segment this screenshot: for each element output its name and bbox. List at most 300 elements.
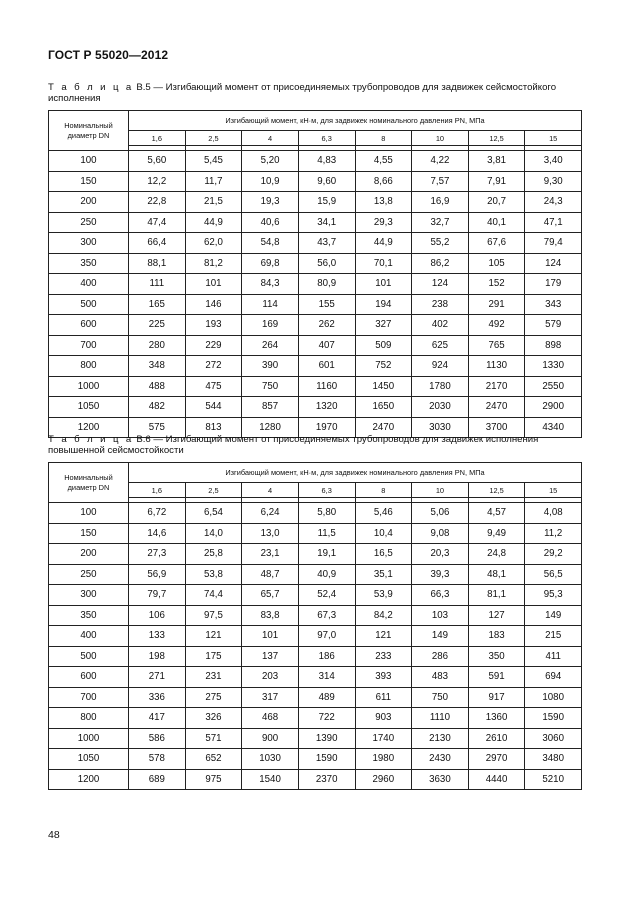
- document-id: ГОСТ Р 55020—2012: [48, 48, 169, 62]
- dn-cell: 250: [49, 564, 129, 585]
- dn-cell: 1050: [49, 397, 129, 418]
- moment-cell: 155: [298, 294, 355, 315]
- moment-cell: 694: [525, 667, 582, 688]
- moment-cell: 348: [129, 356, 186, 377]
- moment-cell: 407: [298, 335, 355, 356]
- pressure-header: 8: [355, 131, 412, 146]
- moment-cell: 689: [129, 769, 186, 790]
- moment-cell: 54,8: [242, 233, 299, 254]
- moment-cell: 1540: [242, 769, 299, 790]
- dn-cell: 1000: [49, 728, 129, 749]
- moment-cell: 231: [185, 667, 242, 688]
- moment-cell: 24,3: [525, 192, 582, 213]
- moment-cell: 5,46: [355, 503, 412, 524]
- moment-cell: 509: [355, 335, 412, 356]
- moment-cell: 1080: [525, 687, 582, 708]
- moment-cell: 97,0: [298, 626, 355, 647]
- table-row: [49, 687, 582, 708]
- moment-cell: 84,3: [242, 274, 299, 295]
- moment-cell: 4,08: [525, 503, 582, 524]
- moment-cell: 6,54: [185, 503, 242, 524]
- moment-cell: 39,3: [412, 564, 469, 585]
- moment-cell: 3,40: [525, 151, 582, 172]
- caption-prefix: Т а б л и ц а: [48, 434, 134, 445]
- dn-cell: 700: [49, 335, 129, 356]
- table-row: [49, 274, 582, 295]
- pressure-header: 2,5: [185, 131, 242, 146]
- moment-cell: 40,1: [468, 212, 525, 233]
- moment-cell: 468: [242, 708, 299, 729]
- moment-cell: 47,4: [129, 212, 186, 233]
- moment-cell: 105: [468, 253, 525, 274]
- table-row: [49, 585, 582, 606]
- moment-cell: 4440: [468, 769, 525, 790]
- moment-cell: 10,9: [242, 171, 299, 192]
- dn-cell: 200: [49, 192, 129, 213]
- moment-cell: 10,4: [355, 523, 412, 544]
- moment-cell: 2970: [468, 749, 525, 770]
- moment-cell: 1360: [468, 708, 525, 729]
- moment-cell: 586: [129, 728, 186, 749]
- moment-cell: 575: [129, 417, 186, 438]
- table-row: [49, 356, 582, 377]
- moment-cell: 233: [355, 646, 412, 667]
- moment-cell: 19,1: [298, 544, 355, 565]
- moment-cell: 16,5: [355, 544, 412, 565]
- pressure-header: 1,6: [129, 131, 186, 146]
- moment-cell: 43,7: [298, 233, 355, 254]
- moment-cell: 149: [412, 626, 469, 647]
- moment-cell: 179: [525, 274, 582, 295]
- moment-cell: 66,4: [129, 233, 186, 254]
- moment-cell: 29,2: [525, 544, 582, 565]
- moment-cell: 67,3: [298, 605, 355, 626]
- moment-cell: 14,6: [129, 523, 186, 544]
- moment-cell: 578: [129, 749, 186, 770]
- dn-cell: 700: [49, 687, 129, 708]
- moment-cell: 7,57: [412, 171, 469, 192]
- moment-cell: 5210: [525, 769, 582, 790]
- pressure-header: 15: [525, 131, 582, 146]
- moment-cell: 74,4: [185, 585, 242, 606]
- moment-cell: 262: [298, 315, 355, 336]
- moment-cell: 280: [129, 335, 186, 356]
- moment-cell: 1280: [242, 417, 299, 438]
- moment-cell: 9,08: [412, 523, 469, 544]
- moment-cell: 86,2: [412, 253, 469, 274]
- pressure-header: 10: [412, 131, 469, 146]
- moment-cell: 314: [298, 667, 355, 688]
- table-row: [49, 503, 582, 524]
- moment-cell: 19,3: [242, 192, 299, 213]
- table-row: [49, 749, 582, 770]
- moment-cell: 4,22: [412, 151, 469, 172]
- pressure-header: 4: [242, 131, 299, 146]
- moment-cell: 124: [525, 253, 582, 274]
- dn-header: Номинальный диаметр DN: [49, 111, 129, 151]
- dn-cell: 600: [49, 667, 129, 688]
- moment-cell: 327: [355, 315, 412, 336]
- moment-cell: 611: [355, 687, 412, 708]
- moment-cell: 591: [468, 667, 525, 688]
- table-row: [49, 171, 582, 192]
- moment-cell: 149: [525, 605, 582, 626]
- moment-cell: 1650: [355, 397, 412, 418]
- moment-cell: 411: [525, 646, 582, 667]
- moment-cell: 21,5: [185, 192, 242, 213]
- moment-cell: 5,80: [298, 503, 355, 524]
- moment-cell: 6,24: [242, 503, 299, 524]
- moment-cell: 83,8: [242, 605, 299, 626]
- moment-cell: 20,7: [468, 192, 525, 213]
- moment-cell: 393: [355, 667, 412, 688]
- moment-cell: 52,4: [298, 585, 355, 606]
- moment-cell: 225: [129, 315, 186, 336]
- moment-cell: 103: [412, 605, 469, 626]
- moment-cell: 3030: [412, 417, 469, 438]
- moment-cell: 193: [185, 315, 242, 336]
- moment-cell: 35,1: [355, 564, 412, 585]
- table-b6-body: [49, 503, 582, 790]
- table-row: [49, 294, 582, 315]
- moment-cell: 111: [129, 274, 186, 295]
- dn-cell: 1200: [49, 417, 129, 438]
- moment-cell: 44,9: [185, 212, 242, 233]
- moment-cell: 1110: [412, 708, 469, 729]
- moment-cell: 11,2: [525, 523, 582, 544]
- dn-cell: 1200: [49, 769, 129, 790]
- moment-group-header: Изгибающий момент, кН·м, для задвижек номинального давления PN, МПа: [129, 463, 582, 483]
- moment-cell: 1160: [298, 376, 355, 397]
- moment-cell: 175: [185, 646, 242, 667]
- table-b6: [48, 462, 582, 790]
- caption-text: В.6 — Изгибающий момент от присоединяемых трубопроводов для задвижек исполнения повышенной сейсмостойкости: [48, 434, 539, 456]
- dn-cell: 200: [49, 544, 129, 565]
- moment-cell: 55,2: [412, 233, 469, 254]
- table-b5-caption: [48, 82, 583, 104]
- moment-cell: 2170: [468, 376, 525, 397]
- moment-cell: 53,8: [185, 564, 242, 585]
- pressure-header: 4: [242, 483, 299, 498]
- moment-cell: 1130: [468, 356, 525, 377]
- moment-cell: 272: [185, 356, 242, 377]
- moment-cell: 80,9: [298, 274, 355, 295]
- table-row: [49, 605, 582, 626]
- moment-cell: 390: [242, 356, 299, 377]
- moment-cell: 417: [129, 708, 186, 729]
- moment-cell: 5,60: [129, 151, 186, 172]
- moment-cell: 146: [185, 294, 242, 315]
- pressure-header: 12,5: [468, 483, 525, 498]
- pressure-header: 6,3: [298, 483, 355, 498]
- moment-cell: 2430: [412, 749, 469, 770]
- moment-cell: 8,66: [355, 171, 412, 192]
- moment-cell: 238: [412, 294, 469, 315]
- moment-cell: 652: [185, 749, 242, 770]
- dn-cell: 1000: [49, 376, 129, 397]
- moment-cell: 7,91: [468, 171, 525, 192]
- moment-cell: 25,8: [185, 544, 242, 565]
- moment-cell: 483: [412, 667, 469, 688]
- moment-cell: 53,9: [355, 585, 412, 606]
- moment-cell: 326: [185, 708, 242, 729]
- dn-cell: 300: [49, 585, 129, 606]
- moment-cell: 286: [412, 646, 469, 667]
- moment-cell: 169: [242, 315, 299, 336]
- moment-cell: 1320: [298, 397, 355, 418]
- moment-cell: 229: [185, 335, 242, 356]
- moment-cell: 23,1: [242, 544, 299, 565]
- moment-cell: 2030: [412, 397, 469, 418]
- moment-cell: 3480: [525, 749, 582, 770]
- moment-cell: 20,3: [412, 544, 469, 565]
- moment-cell: 975: [185, 769, 242, 790]
- moment-cell: 12,2: [129, 171, 186, 192]
- moment-cell: 101: [242, 626, 299, 647]
- moment-cell: 317: [242, 687, 299, 708]
- moment-cell: 34,1: [298, 212, 355, 233]
- moment-cell: 1970: [298, 417, 355, 438]
- table-row: [49, 335, 582, 356]
- moment-cell: 917: [468, 687, 525, 708]
- pressure-header: 15: [525, 483, 582, 498]
- moment-cell: 1450: [355, 376, 412, 397]
- moment-cell: 5,20: [242, 151, 299, 172]
- moment-cell: 32,7: [412, 212, 469, 233]
- moment-cell: 66,3: [412, 585, 469, 606]
- moment-cell: 264: [242, 335, 299, 356]
- dn-cell: 150: [49, 171, 129, 192]
- moment-cell: 56,5: [525, 564, 582, 585]
- moment-cell: 124: [412, 274, 469, 295]
- moment-cell: 924: [412, 356, 469, 377]
- moment-cell: 2550: [525, 376, 582, 397]
- moment-cell: 40,9: [298, 564, 355, 585]
- moment-cell: 95,3: [525, 585, 582, 606]
- moment-cell: 22,8: [129, 192, 186, 213]
- moment-cell: 97,5: [185, 605, 242, 626]
- moment-cell: 5,06: [412, 503, 469, 524]
- moment-cell: 84,2: [355, 605, 412, 626]
- table-row: [49, 192, 582, 213]
- dn-cell: 100: [49, 503, 129, 524]
- moment-cell: 70,1: [355, 253, 412, 274]
- dn-cell: 350: [49, 253, 129, 274]
- moment-cell: 336: [129, 687, 186, 708]
- moment-cell: 11,7: [185, 171, 242, 192]
- moment-cell: 722: [298, 708, 355, 729]
- moment-cell: 488: [129, 376, 186, 397]
- moment-cell: 4,83: [298, 151, 355, 172]
- dn-cell: 400: [49, 274, 129, 295]
- moment-cell: 121: [185, 626, 242, 647]
- moment-cell: 5,45: [185, 151, 242, 172]
- moment-cell: 275: [185, 687, 242, 708]
- moment-cell: 492: [468, 315, 525, 336]
- moment-cell: 3700: [468, 417, 525, 438]
- moment-cell: 1030: [242, 749, 299, 770]
- moment-cell: 48,1: [468, 564, 525, 585]
- moment-cell: 579: [525, 315, 582, 336]
- moment-cell: 114: [242, 294, 299, 315]
- dn-cell: 500: [49, 646, 129, 667]
- moment-cell: 271: [129, 667, 186, 688]
- moment-cell: 203: [242, 667, 299, 688]
- moment-cell: 81,2: [185, 253, 242, 274]
- moment-cell: 48,7: [242, 564, 299, 585]
- moment-cell: 69,8: [242, 253, 299, 274]
- pressure-header: 1,6: [129, 483, 186, 498]
- moment-cell: 13,0: [242, 523, 299, 544]
- moment-cell: 13,8: [355, 192, 412, 213]
- moment-cell: 186: [298, 646, 355, 667]
- moment-cell: 900: [242, 728, 299, 749]
- moment-cell: 1590: [525, 708, 582, 729]
- table-row: [49, 253, 582, 274]
- moment-cell: 11,5: [298, 523, 355, 544]
- table-b5-body: [49, 151, 582, 438]
- moment-cell: 4,57: [468, 503, 525, 524]
- dn-cell: 250: [49, 212, 129, 233]
- moment-cell: 4,55: [355, 151, 412, 172]
- moment-cell: 1740: [355, 728, 412, 749]
- moment-cell: 601: [298, 356, 355, 377]
- moment-cell: 489: [298, 687, 355, 708]
- moment-cell: 2370: [298, 769, 355, 790]
- moment-cell: 475: [185, 376, 242, 397]
- moment-cell: 1590: [298, 749, 355, 770]
- table-b6-caption: [48, 434, 583, 456]
- moment-cell: 9,49: [468, 523, 525, 544]
- moment-cell: 133: [129, 626, 186, 647]
- moment-cell: 343: [525, 294, 582, 315]
- table-row: [49, 708, 582, 729]
- moment-cell: 79,4: [525, 233, 582, 254]
- moment-cell: 3060: [525, 728, 582, 749]
- table-row: [49, 212, 582, 233]
- moment-cell: 137: [242, 646, 299, 667]
- moment-cell: 215: [525, 626, 582, 647]
- table-row: [49, 769, 582, 790]
- caption-prefix: Т а б л и ц а: [48, 82, 134, 93]
- moment-cell: 27,3: [129, 544, 186, 565]
- moment-cell: 750: [242, 376, 299, 397]
- moment-cell: 765: [468, 335, 525, 356]
- moment-cell: 101: [355, 274, 412, 295]
- moment-cell: 752: [355, 356, 412, 377]
- moment-cell: 857: [242, 397, 299, 418]
- moment-cell: 152: [468, 274, 525, 295]
- moment-cell: 6,72: [129, 503, 186, 524]
- moment-cell: 2610: [468, 728, 525, 749]
- moment-cell: 65,7: [242, 585, 299, 606]
- pressure-header: 10: [412, 483, 469, 498]
- moment-cell: 56,9: [129, 564, 186, 585]
- moment-cell: 106: [129, 605, 186, 626]
- table-row: [49, 646, 582, 667]
- moment-cell: 2470: [355, 417, 412, 438]
- pressure-header: 12,5: [468, 131, 525, 146]
- moment-cell: 750: [412, 687, 469, 708]
- dn-cell: 600: [49, 315, 129, 336]
- table-row: [49, 233, 582, 254]
- moment-cell: 402: [412, 315, 469, 336]
- moment-cell: 2470: [468, 397, 525, 418]
- moment-cell: 2900: [525, 397, 582, 418]
- dn-cell: 400: [49, 626, 129, 647]
- table-row: [49, 564, 582, 585]
- moment-cell: 121: [355, 626, 412, 647]
- moment-cell: 127: [468, 605, 525, 626]
- page-number: 48: [48, 829, 60, 841]
- moment-cell: 29,3: [355, 212, 412, 233]
- moment-cell: 291: [468, 294, 525, 315]
- dn-cell: 300: [49, 233, 129, 254]
- table-row: [49, 523, 582, 544]
- moment-cell: 3630: [412, 769, 469, 790]
- dn-cell: 800: [49, 708, 129, 729]
- table-row: [49, 626, 582, 647]
- moment-cell: 40,6: [242, 212, 299, 233]
- moment-cell: 544: [185, 397, 242, 418]
- moment-cell: 62,0: [185, 233, 242, 254]
- moment-cell: 79,7: [129, 585, 186, 606]
- moment-cell: 15,9: [298, 192, 355, 213]
- dn-cell: 800: [49, 356, 129, 377]
- moment-cell: 194: [355, 294, 412, 315]
- table-row: [49, 151, 582, 172]
- pressure-header: 2,5: [185, 483, 242, 498]
- moment-cell: 56,0: [298, 253, 355, 274]
- moment-cell: 813: [185, 417, 242, 438]
- moment-cell: 1980: [355, 749, 412, 770]
- moment-cell: 47,1: [525, 212, 582, 233]
- moment-cell: 101: [185, 274, 242, 295]
- moment-cell: 1390: [298, 728, 355, 749]
- moment-cell: 198: [129, 646, 186, 667]
- moment-cell: 482: [129, 397, 186, 418]
- moment-cell: 9,30: [525, 171, 582, 192]
- moment-cell: 183: [468, 626, 525, 647]
- moment-cell: 1330: [525, 356, 582, 377]
- moment-cell: 350: [468, 646, 525, 667]
- moment-group-header: Изгибающий момент, кН·м, для задвижек номинального давления PN, МПа: [129, 111, 582, 131]
- moment-cell: 67,6: [468, 233, 525, 254]
- table-row: [49, 315, 582, 336]
- moment-cell: 9,60: [298, 171, 355, 192]
- moment-cell: 88,1: [129, 253, 186, 274]
- dn-cell: 150: [49, 523, 129, 544]
- moment-cell: 4340: [525, 417, 582, 438]
- moment-cell: 625: [412, 335, 469, 356]
- table-row: [49, 376, 582, 397]
- table-row: [49, 728, 582, 749]
- caption-text: В.5 — Изгибающий момент от присоединяемых трубопроводов для задвижек сейсмостойкого исполнения: [48, 82, 557, 104]
- dn-cell: 500: [49, 294, 129, 315]
- moment-cell: 898: [525, 335, 582, 356]
- moment-cell: 14,0: [185, 523, 242, 544]
- table-row: [49, 397, 582, 418]
- dn-header: Номинальный диаметр DN: [49, 463, 129, 503]
- dn-cell: 1050: [49, 749, 129, 770]
- moment-cell: 903: [355, 708, 412, 729]
- moment-cell: 81,1: [468, 585, 525, 606]
- moment-cell: 2960: [355, 769, 412, 790]
- dn-cell: 350: [49, 605, 129, 626]
- moment-cell: 165: [129, 294, 186, 315]
- moment-cell: 44,9: [355, 233, 412, 254]
- pressure-header: 8: [355, 483, 412, 498]
